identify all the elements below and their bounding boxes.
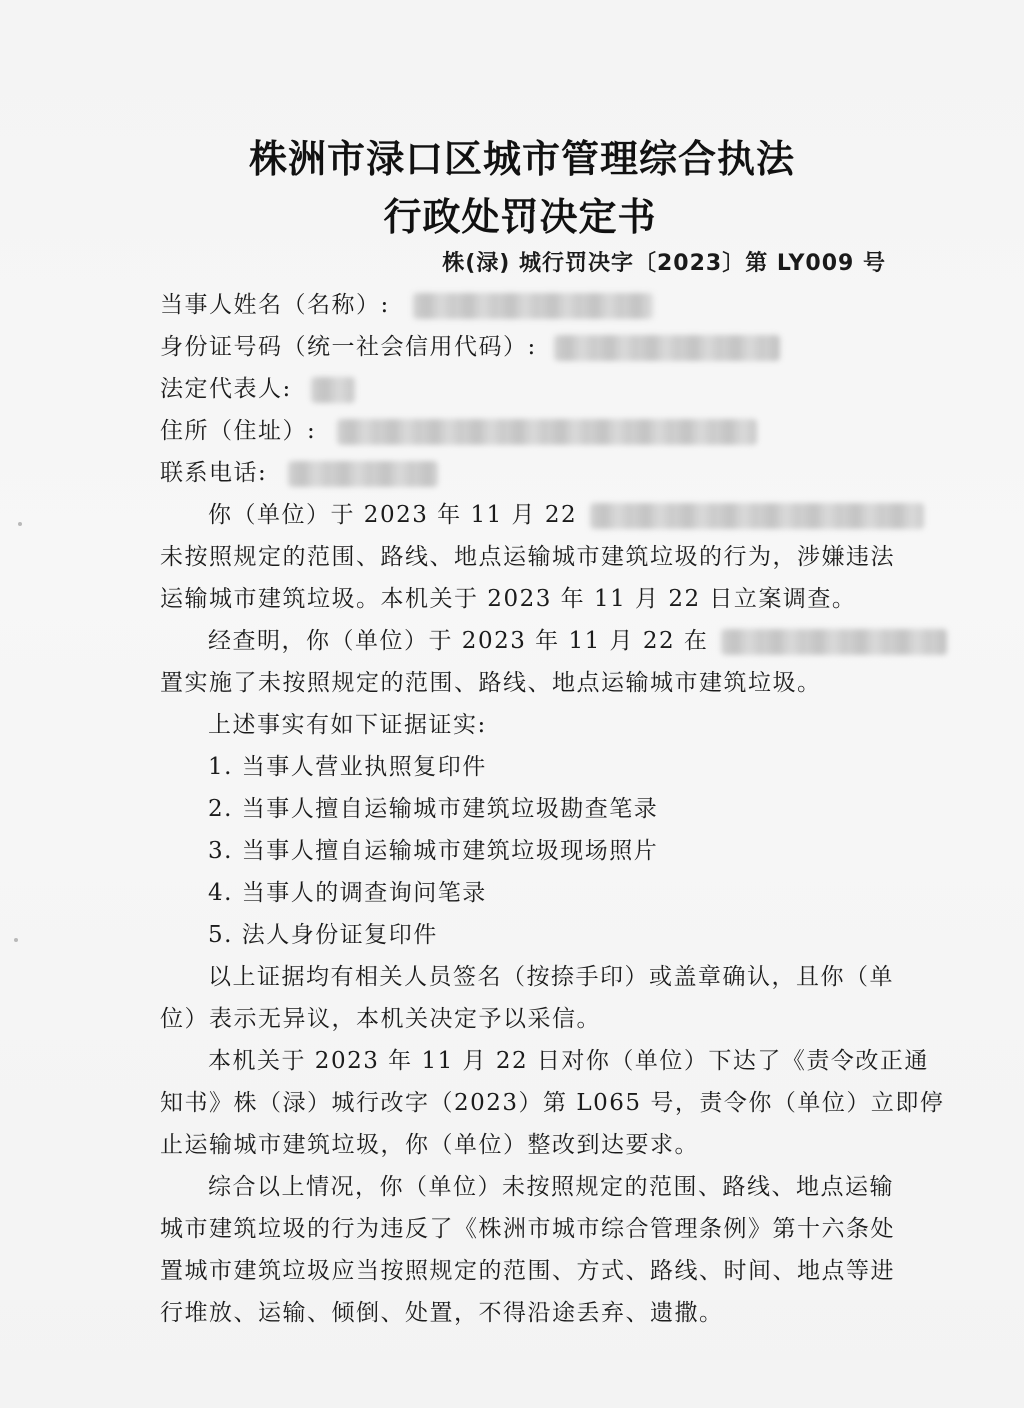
id-number-label: 身份证号码（统一社会信用代码）:	[160, 334, 537, 360]
scan-speck	[18, 522, 22, 526]
document-title-line2: 行政处罚决定书	[383, 195, 657, 239]
paragraph-4-line-2: 位）表示无异议，本机关决定予以采信。	[160, 1006, 601, 1032]
address-row	[160, 410, 888, 452]
paragraph-5-line-2: 知书》株（渌）城行改字（2023）第 L065 号，责令你（单位）立即停	[160, 1090, 945, 1116]
paragraph-1-text-1: 你（单位）于 2023 年 11 月 22	[208, 502, 578, 528]
redacted-phone	[288, 461, 438, 487]
redacted-id-number	[554, 335, 780, 361]
redacted-location	[721, 629, 947, 655]
evidence-item-4: 4. 当事人的调查询问笔录	[208, 880, 487, 906]
evidence-item-2: 2. 当事人擅自运输城市建筑垃圾勘查笔录	[208, 796, 659, 822]
party-name-label: 当事人姓名（名称）:	[160, 292, 390, 318]
paragraph-2-line-2: 置实施了未按照规定的范围、路线、地点运输城市建筑垃圾。	[160, 670, 822, 696]
address-label: 住所（住址）:	[160, 418, 317, 444]
paragraph-2-text-1: 经查明，你（单位）于 2023 年 11 月 22 在	[208, 628, 709, 654]
paragraph-2-line-1	[160, 620, 888, 662]
evidence-item-1: 1. 当事人营业执照复印件	[208, 754, 487, 780]
paragraph-1-line-3: 运输城市建筑垃圾。本机关于 2023 年 11 月 22 日立案调查。	[160, 586, 857, 612]
legal-rep-row	[160, 368, 888, 410]
paragraph-5-line-1: 本机关于 2023 年 11 月 22 日对你（单位）下达了《责令改正通	[208, 1048, 929, 1074]
evidence-item-5: 5. 法人身份证复印件	[208, 922, 438, 948]
phone-label: 联系电话:	[160, 460, 268, 486]
evidence-item-3: 3. 当事人擅自运输城市建筑垃圾现场照片	[208, 838, 659, 864]
redacted-time-location	[590, 503, 924, 529]
paragraph-6-line-1: 综合以上情况，你（单位）未按照规定的范围、路线、地点运输	[208, 1174, 894, 1200]
id-number-row	[160, 326, 888, 368]
party-name-row	[160, 284, 888, 326]
legal-rep-label: 法定代表人:	[160, 376, 292, 402]
document-body	[160, 284, 945, 1334]
paragraph-1-line-1	[160, 494, 888, 536]
paragraph-4-line-1: 以上证据均有相关人员签名（按捺手印）或盖章确认，且你（单	[208, 964, 894, 990]
redacted-party-name	[413, 293, 653, 319]
paragraph-6-line-2: 城市建筑垃圾的行为违反了《株洲市城市综合管理条例》第十六条处	[160, 1216, 895, 1242]
document-number: 株(渌) 城行罚决字〔2023〕第 LY009 号	[442, 251, 886, 276]
redacted-address	[337, 419, 757, 445]
paragraph-6-line-3: 置城市建筑垃圾应当按照规定的范围、方式、路线、时间、地点等进	[160, 1258, 895, 1284]
scan-speck	[14, 938, 18, 942]
paragraph-5-line-3: 止运输城市建筑垃圾，你（单位）整改到达要求。	[160, 1132, 699, 1158]
phone-row	[160, 452, 888, 494]
redacted-legal-rep	[311, 377, 355, 403]
evidence-intro: 上述事实有如下证据证实:	[208, 712, 487, 738]
document-title-line1: 株洲市渌口区城市管理综合执法	[248, 137, 795, 181]
paragraph-1-line-2: 未按照规定的范围、路线、地点运输城市建筑垃圾的行为，涉嫌违法	[160, 544, 895, 570]
paragraph-6-line-4: 行堆放、运输、倾倒、处置，不得沿途丢弃、遗撒。	[160, 1300, 724, 1326]
